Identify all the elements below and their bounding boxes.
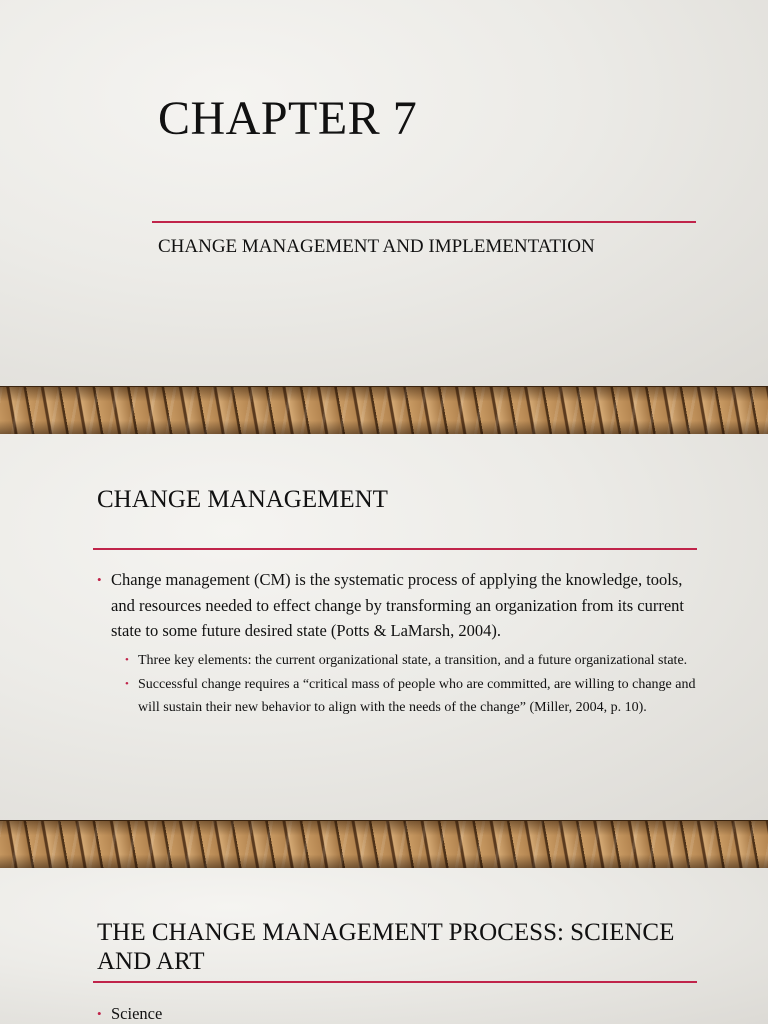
slide-2-bullet-list [96,567,696,720]
slide-1-subtitle: CHANGE MANAGEMENT AND IMPLEMENTATION [158,236,595,257]
wood-floor-divider-2 [0,820,768,870]
wood-floor-divider-1 [0,386,768,436]
slide-3-bullet-list [96,1001,696,1024]
slide-2-bullet [96,567,696,719]
slide-2-divider [93,548,697,550]
slide-2 [0,434,768,820]
slide-3-title: THE CHANGE MANAGEMENT PROCESS: SCIENCE AND ART [97,919,675,975]
slide-3-bullet-1: • Science [96,1001,696,1024]
slide-2-sub-bullet-1: • Three key elements: the current organizational state, a transition, and a future organizational state. [111,649,696,672]
slide-1 [0,0,768,386]
slide-3-divider [93,981,697,983]
slide-2-title: CHANGE MANAGEMENT [97,486,388,513]
slide-1-divider [152,221,696,223]
slide-2-bullet-text: Change management (CM) is the systematic process of applying the knowledge, tools, and resources needed to effect change by transforming an organization from its current state to some future desired state (Potts & LaMarsh, 2004). [111,570,685,640]
slide-2-sub-bullet-2: • Successful change requires a “critical mass of people who are committed, are willing to change and will sustain their new behavior to align with the needs of the change” (Miller, 2004, p. 10). [111,673,696,719]
slide-1-title: CHAPTER 7 [158,92,418,145]
slide-2-sub-bullet-list [111,649,696,719]
slide-3 [0,868,768,1024]
